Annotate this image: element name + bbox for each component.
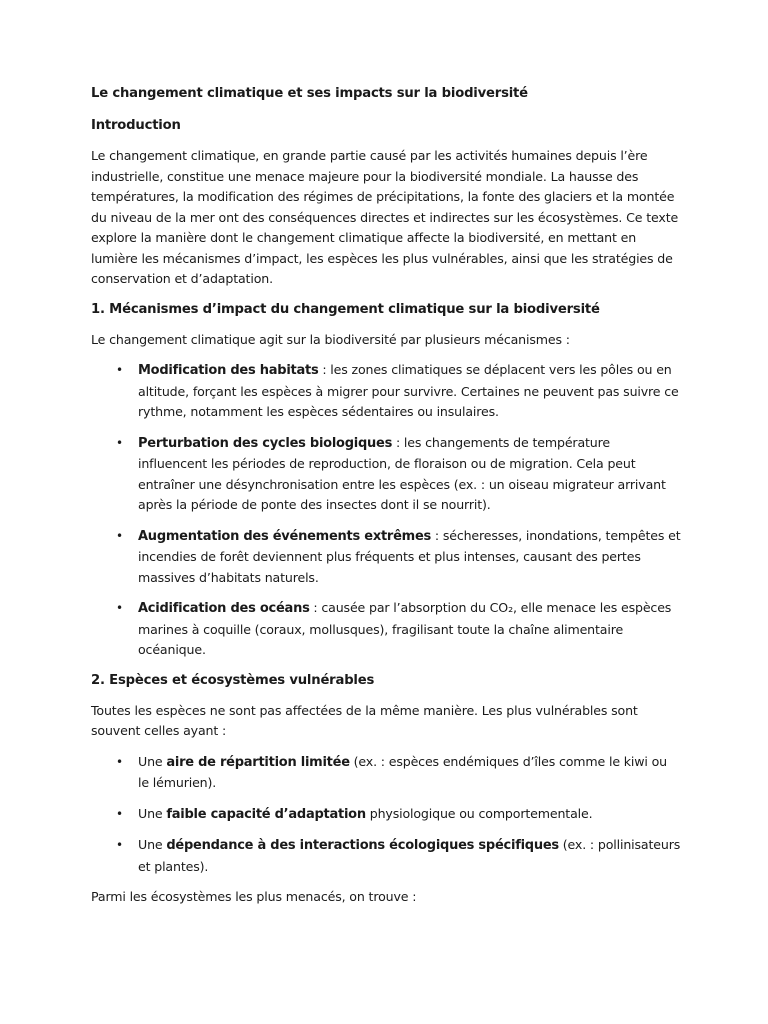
section-1-heading: 1. Mécanismes d’impact du changement climatique sur la biodiversité (91, 301, 600, 317)
list-item-text: (ex. : pollinisateurs et plantes). (138, 837, 681, 874)
section-1-list (91, 360, 681, 661)
list-item (91, 804, 681, 826)
list-item-text: physiologique ou comportementale. (365, 805, 593, 821)
list-item-lead: dépendance à des interactions écologiques spécifiques (166, 838, 559, 853)
intro-heading: Introduction (91, 118, 181, 133)
list-item (91, 752, 681, 794)
list-item-lead: Augmentation des événements extrêmes (138, 528, 432, 544)
bullet-icon: • (116, 806, 123, 821)
section-2-intro: Toutes les espèces ne sont pas affectées de la même manière. Les plus vulnérables sont souvent celles ayant : (91, 702, 638, 738)
list-item-lead: faible capacité d’adaptation (166, 806, 366, 822)
intro-paragraph: Le changement climatique, en grande partie causé par les activités humaines depuis l’ère industrielle, constitue une menace majeure pour la biodiversité mondiale. La hausse des températures, la modification des régimes de précipitations, la fonte des glaciers et la montée du niveau de la mer ont des conséquences directes et indirectes sur les écosystèmes. Ce texte explore la manière dont le changement climatique affecte la biodiversité, en mettant en lumière les mécanismes d’impact, les espèces les plus vulnérables, ainsi que les stratégies de conservation et d’adaptation. (91, 148, 679, 286)
list-item-text: : les zones climatiques se déplacent vers les pôles ou en altitude, forçant les espèces à migrer pour survivre. Certaines ne peuvent pas suivre ce rythme, notamment les espèces sédentaires ou insulaires. (138, 362, 679, 419)
list-item (91, 598, 681, 661)
list-item (91, 835, 681, 877)
list-item (91, 433, 681, 516)
list-item-prefix: Une (138, 805, 167, 821)
list-item-text: (ex. : espèces endémiques d’îles comme le kiwi ou le lémurien). (138, 753, 668, 790)
list-item-prefix: Une (138, 753, 167, 769)
list-item-prefix: Une (138, 837, 167, 852)
section-2-heading: 2. Espèces et écosystèmes vulnérables (91, 672, 375, 688)
list-item (91, 526, 681, 589)
bullet-icon: • (116, 601, 123, 615)
section-1-intro: Le changement climatique agit sur la biodiversité par plusieurs mécanismes : (91, 331, 570, 347)
list-item-text: : sécheresses, inondations, tempêtes et incendies de forêt deviennent plus fréquents et plus intenses, causant des pertes massives d’habitats naturels. (138, 527, 681, 585)
bullet-icon: • (116, 838, 123, 852)
section-2-list (91, 752, 681, 878)
bullet-icon: • (116, 754, 123, 769)
list-item-lead: Acidification des océans (138, 601, 310, 616)
list-item-lead: Perturbation des cycles biologiques (138, 435, 393, 451)
document-title: Le changement climatique et ses impacts sur la biodiversité (91, 86, 528, 101)
list-item-text: : causée par l’absorption du CO₂, elle menace les espèces marines à coquille (coraux, mollusques), fragilisant toute la chaîne alimentaire océanique. (138, 600, 672, 657)
list-item-text: : les changements de température influencent les périodes de reproduction, de floraison ou de migration. Cela peut entraîner une désynchronisation entre les espèces (ex. : un oiseau migrateur arrivant après la période de ponte des insectes dont il se nourrit). (138, 434, 666, 512)
document-page (91, 84, 681, 918)
section-2-outro: Parmi les écosystèmes les plus menacés, on trouve : (91, 889, 417, 904)
list-item-lead: Modification des habitats (138, 363, 319, 378)
list-item (91, 360, 681, 423)
bullet-icon: • (116, 363, 123, 377)
bullet-icon: • (116, 435, 123, 450)
bullet-icon: • (116, 528, 123, 543)
list-item-lead: aire de répartition limitée (166, 754, 350, 770)
